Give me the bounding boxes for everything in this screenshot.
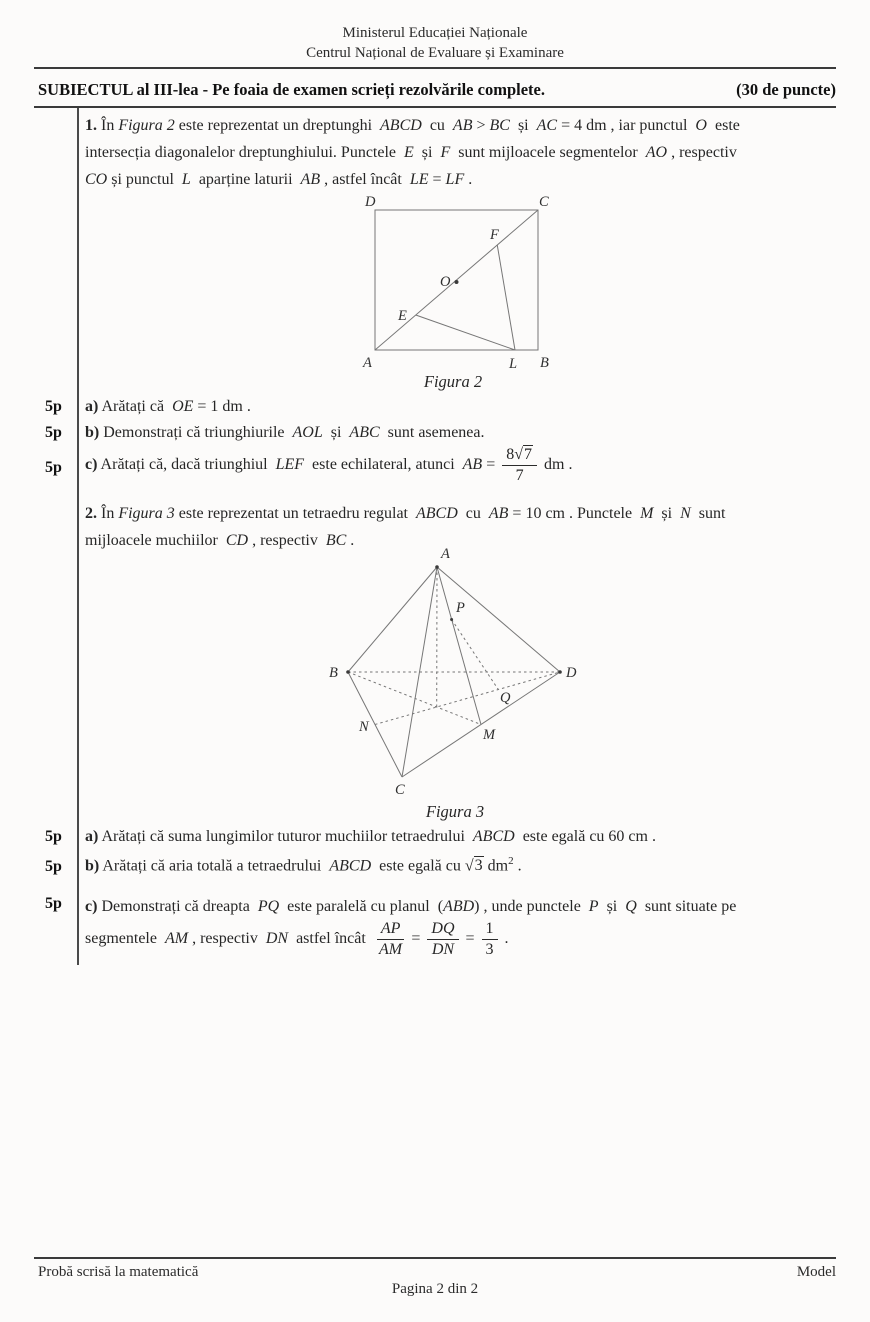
point-o-dot [455, 280, 459, 284]
header-divider [34, 67, 836, 69]
point-label-b: B [540, 355, 549, 371]
points-badge: 5p [45, 858, 62, 875]
footer-divider [34, 1257, 836, 1259]
subject-points: (30 de puncte) [736, 80, 836, 99]
points-badge: 5p [45, 398, 62, 415]
point-label-d: D [566, 665, 577, 681]
point-label-l: L [509, 356, 518, 372]
vertex-b-dot [346, 670, 350, 674]
problem-2-item-b: b) Arătați că aria totală a tetraedrului ABCD este egală cu √3 $dm^2$ . [85, 855, 522, 875]
figure-3-diagram [325, 542, 585, 800]
point-p-dot [450, 618, 453, 621]
problem-1-item-c: c) Arătați că, dacă triunghiul LEF este echilateral, atunci AB = $\frac{8√7}{7}$ dm . [85, 446, 573, 484]
problem-2-item-c: c) Demonstrați că dreapta PQ este paralelă cu planul (ABD) , unde punctele P și Q sunt situate pe segmentele AM , respectiv DN astfel încât $\frac{AP}{AM}$ = $\frac{DQ}{DN}$ = $\frac{1}{3}$ . [85, 898, 737, 958]
point-label-o: O [440, 274, 451, 290]
subject-title: SUBIECTUL al III-lea - Pe foaia de examen scrieți rezolvările complete. [38, 80, 545, 99]
point-label-b: B [329, 665, 338, 681]
figure-2-caption: Figura 2 [423, 372, 483, 391]
point-label-m: M [483, 727, 496, 743]
problem-1-item-b: b) Demonstrați că triunghiurile AOL și ABC sunt asemenea. [85, 424, 485, 441]
point-label-a: A [441, 546, 450, 562]
point-label-e: E [398, 308, 407, 324]
point-label-c: C [395, 782, 405, 798]
points-badge: 5p [45, 424, 62, 441]
subject-divider [34, 106, 836, 108]
figure-3-caption: Figura 3 [425, 802, 485, 821]
problem-1-statement: 1. În Figura 2 este reprezentat un dreptunghi ABCD cu AB > BC și AC = 4 dm , iar punctul O este intersecția diagonalelor dreptunghiului. Punctele E și F sunt mijloacele segmentelor AO , respectiv CO și punctul L aparține laturii AB , astfel încât LE = LF . [85, 117, 740, 188]
point-label-q: Q [500, 690, 511, 706]
points-badge: 5p [45, 459, 62, 476]
point-label-p: P [456, 600, 465, 616]
points-gutter-rule [77, 108, 79, 965]
header-line-2: Centrul Național de Evaluare și Examinare [306, 45, 564, 61]
footer-page-number: Pagina 2 din 2 [391, 1281, 479, 1297]
figure-2-diagram [350, 196, 580, 376]
problem-2-item-a: a) Arătați că suma lungimilor tuturor muchiilor tetraedrului ABCD este egală cu 60 cm . [85, 828, 656, 845]
points-badge: 5p [45, 895, 62, 912]
point-label-f: F [490, 227, 499, 243]
figure-3-dashed-edges [348, 567, 560, 725]
point-label-n: N [359, 719, 369, 735]
footer-left: Probă scrisă la matematică [38, 1264, 199, 1280]
vertex-a-dot [435, 565, 439, 569]
problem-1-item-a: a) Arătați că OE = 1 dm . [85, 398, 251, 415]
vertex-d-dot [558, 670, 562, 674]
header-line-1: Ministerul Educației Naționale [342, 25, 528, 41]
footer-right: Model [796, 1264, 836, 1280]
point-label-d: D [365, 196, 376, 210]
problem-2-statement: 2. În Figura 3 este reprezentat un tetraedru regulat ABCD cu AB = 10 cm . Punctele M și N sunt mijloacele muchiilor CD , respectiv BC . [85, 505, 726, 549]
point-label-c: C [539, 196, 549, 210]
points-badge: 5p [45, 828, 62, 845]
point-label-a: A [363, 355, 372, 371]
